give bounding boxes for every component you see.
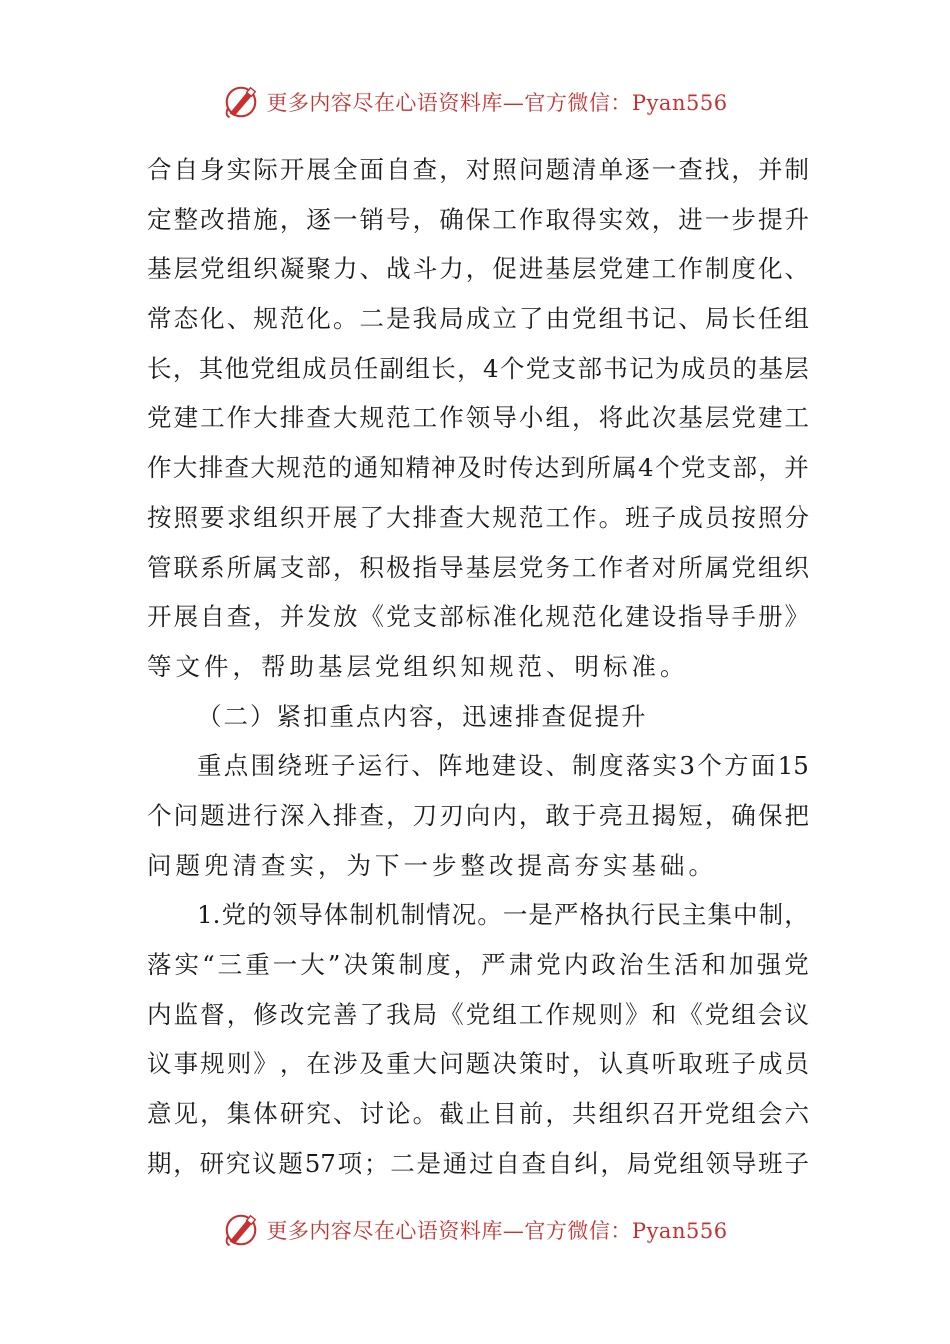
footer-watermark-banner <box>0 1210 950 1250</box>
text-line: 定 整 改 措 施 ， 逐 一 销 号 ， 确 保 工 作 取 得 实 效 ， 进 一 步 提 升 <box>147 204 809 234</box>
text-line: 开 展 自 查 ， 并 发 放 《 党 支 部 标 准 化 规 范 化 建 设 指 导 手 册 》 <box>147 602 809 632</box>
text-line: 作 大 排 查 大 规 范 的 通 知 精 神 及 时 传 达 到 所 属 4 个 党 支 部 ， 并 <box>147 453 809 483</box>
body-text <box>147 145 809 1188</box>
text-line: 常 态 化 、 规 范 化 。 二 是 我 局 成 立 了 由 党 组 书 记 、 局 长 任 组 <box>147 304 809 334</box>
text-line: 党 建 工 作 大 排 查 大 规 范 工 作 领 导 小 组 ， 将 此 次 基 层 党 建 工 <box>147 403 809 433</box>
text-line: 长 ， 其 他 党 组 成 员 任 副 组 长 ， 4 个 党 支 部 书 记 为 成 员 的 基 层 <box>147 353 809 383</box>
header-watermark-banner <box>0 82 950 122</box>
text-line: 期 ， 研 究 议 题 57 项 ； 二 是 通 过 自 查 自 纠 ， 局 党 组 领 导 班 子 <box>147 1148 809 1178</box>
text-line: 议 事 规 则 》 ， 在 涉 及 重 大 问 题 决 策 时 ， 认 真 听 取 班 子 成 员 <box>147 1049 809 1079</box>
text-line: 意 见 ， 集 体 研 究 、 讨 论 。 截 止 目 前 ， 共 组 织 召 开 党 组 会 六 <box>147 1099 809 1129</box>
text-line: 基 层 党 组 织 凝 聚 力 、 战 斗 力 ， 促 进 基 层 党 建 工 作 制 度 化 、 <box>147 254 809 284</box>
section-heading: （二）紧扣重点内容，迅速排查促提升 <box>197 701 648 731</box>
text-line: 管 联 系 所 属 支 部 ， 积 极 指 导 基 层 党 务 工 作 者 对 所 属 党 组 织 <box>147 552 809 582</box>
pen-logo-icon <box>222 83 260 121</box>
pen-logo-icon <box>222 1211 260 1249</box>
text-line: 落 实 “ 三 重 一 大 ” 决 策 制 度 ， 严 肃 党 内 政 治 生 活 和 加 强 党 <box>147 950 809 979</box>
text-line: 问题兜清查实，为下一步整改提高夯实基础。 <box>147 850 717 880</box>
text-line: 等文件，帮助基层党组织知规范、明标准。 <box>147 651 689 681</box>
header-watermark-text: 更多内容尽在心语资料库—官方微信：Pyan556 <box>266 91 728 115</box>
text-line: 按 照 要 求 组 织 开 展 了 大 排 查 大 规 范 工 作 。 班 子 成 员 按 照 分 <box>147 502 809 532</box>
text-line: 重 点 围 绕 班 子 运 行 、 阵 地 建 设 、 制 度 落 实 3 个 方 面 15 <box>197 751 809 781</box>
text-line: 个 问 题 进 行 深 入 排 查 ， 刀 刃 向 内 ， 敢 于 亮 丑 揭 短 ， 确 保 把 <box>147 800 809 830</box>
text-line: 内 监 督 ， 修 改 完 善 了 我 局 《 党 组 工 作 规 则 》 和 《 党 组 会 议 <box>147 999 809 1029</box>
text-line: 1. 党 的 领 导 体 制 机 制 情 况 。 一 是 严 格 执 行 民 主 集 中 制 ， <box>197 900 809 930</box>
footer-watermark-text: 更多内容尽在心语资料库—官方微信：Pyan556 <box>266 1219 728 1243</box>
text-line: 合 自 身 实 际 开 展 全 面 自 查 ， 对 照 问 题 清 单 逐 一 查 找 ， 并 制 <box>147 155 809 184</box>
